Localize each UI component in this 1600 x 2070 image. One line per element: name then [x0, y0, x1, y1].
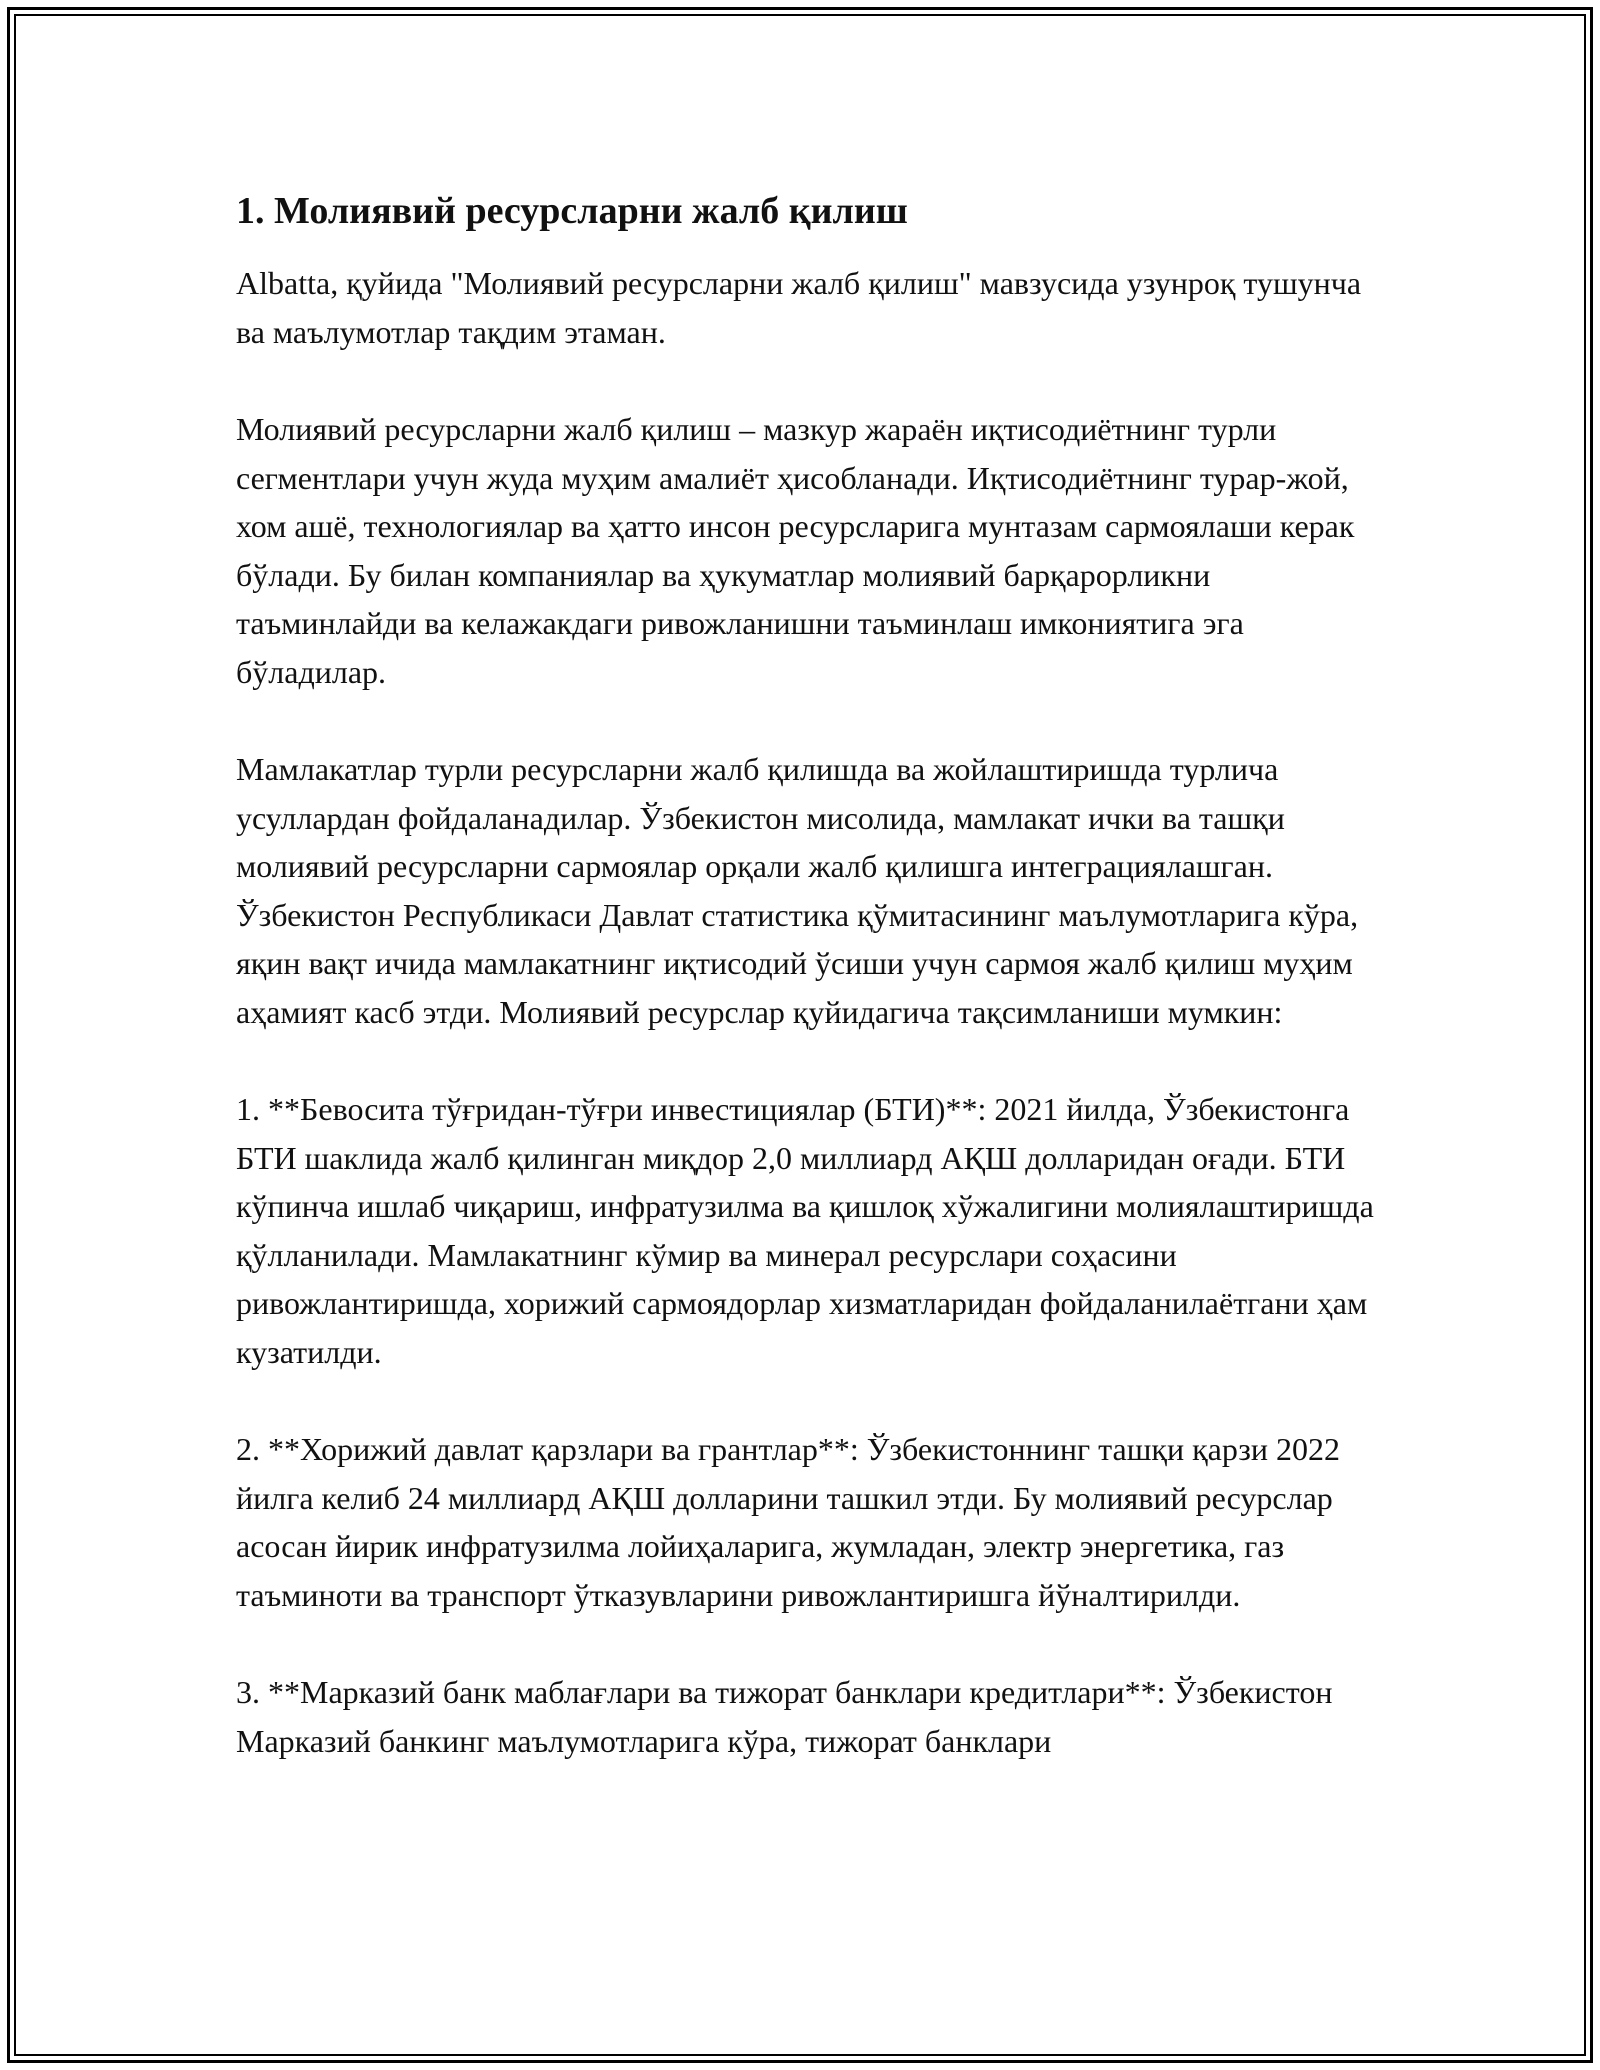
paragraph-definition: Молиявий ресурсларни жалб қилиш – мазкур жараён иқтисодиётнинг турли сегментлари учун жуда муҳим амалиёт ҳисобланади. Иқтисодиётнинг турар-жой, хом ашё, технологиялар ва ҳатто инсон ресурсларига мунтазам сармоялаши керак бўлади. Бу билан компаниялар ва ҳукуматлар молиявий барқарорликни таъминлайди ва келажакдаги ривожланишни таъминлаш имкониятига эга бўладилар. [236, 411, 1355, 690]
paragraph-countries: Мамлакатлар турли ресурсларни жалб қилишда ва жойлаштиришда турлича усуллардан фойдаланадилар. Ўзбекистон мисолида, мамлакат ички ва ташқи молиявий ресурсларни сармоялар орқали жалб қилишга интеграциялашган. Ўзбекистон Республикаси Давлат статистика қўмитасининг маълумотларига кўра, яқин вақт ичида мамлакатнинг иқтисодий ўсиши учун сармоя жалб қилиш муҳим аҳамият касб этди. Молиявий ресурслар қуйидагича тақсимланиши мумкин: [236, 751, 1359, 1030]
list-item-central-bank: 3. **Марказий банк маблағлари ва тижорат банклари кредитлари**: Ўзбекистон Марказий банкинг маълумотларига кўра, тижорат банклари [236, 1674, 1333, 1759]
paragraph-intro: Albatta, қуйида "Молиявий ресурсларни жалб қилиш" мавзусида узунроқ тушунча ва маълумотлар тақдим этаман. [236, 265, 1362, 350]
list-item-foreign-loans: 2. **Хорижий давлат қарзлари ва грантлар**: Ўзбекистоннинг ташқи қарзи 2022 йилга келиб 24 миллиард АҚШ долларини ташкил этди. Бу молиявий ресурслар асосан йирик инфратузилма лойиҳаларига, жумладан, электр энергетика, газ таъминоти ва транспорт ўтказувларини ривожлантиришга йўналтирилди. [236, 1431, 1340, 1613]
document-title: 1. Молиявий ресурсларни жалб қилиш [236, 190, 908, 232]
list-item-fdi: 1. **Бевосита тўғридан-тўғри инвестициялар (БТИ)**: 2021 йилда, Ўзбекистонга БТИ шаклида жалб қилинган миқдор 2,0 миллиард АҚШ долларидан оғади. БТИ кўпинча ишлаб чиқариш, инфратузилма ва қишлоқ хўжалигини молиялаштиришда қўлланилади. Мамлакатнинг кўмир ва минерал ресурслари соҳасини ривожлантиришда, хорижий сармоядорлар хизматларидан фойдаланилаётгани ҳам кузатилди. [236, 1091, 1374, 1370]
document-body [236, 185, 1396, 1765]
